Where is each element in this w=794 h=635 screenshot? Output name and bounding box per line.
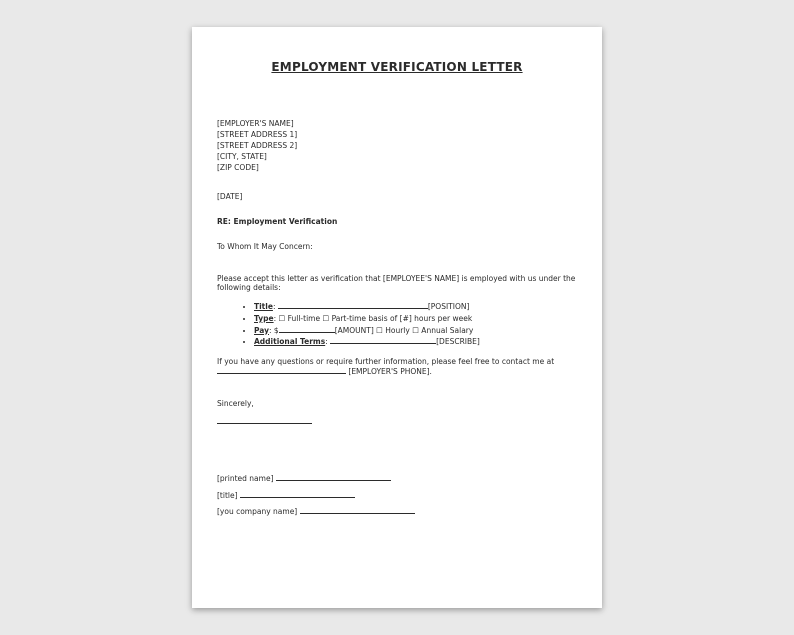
blank-line	[279, 325, 335, 333]
detail-terms-label: Additional Terms	[254, 337, 326, 347]
detail-type-label: Type	[254, 313, 274, 323]
detail-pay	[254, 325, 480, 337]
letter-title: EMPLOYMENT VERIFICATION LETTER	[271, 60, 523, 74]
title-label: [title]	[217, 491, 238, 500]
company-row	[217, 506, 415, 517]
detail-terms-value: [DESCRIBE]	[436, 337, 480, 347]
printed-name-row	[217, 473, 391, 484]
blank-line	[300, 506, 415, 514]
address-line: [STREET ADDRESS 1]	[217, 130, 298, 139]
salutation: To Whom It May Concern:	[217, 242, 313, 251]
re-line: RE: Employment Verification	[217, 217, 338, 226]
colon: :	[272, 302, 276, 311]
address-line: [STREET ADDRESS 2]	[217, 141, 298, 150]
employer-phone: [EMPLOYER'S PHONE].	[348, 367, 432, 376]
details-list	[238, 301, 480, 348]
detail-title-label: Title	[254, 302, 273, 311]
detail-type-text: : ☐ Full-time ☐ Part-time basis of [#] hours per week	[273, 313, 473, 323]
blank-line	[330, 336, 436, 344]
detail-terms	[254, 336, 480, 348]
blank-line	[276, 473, 391, 481]
contact-line: If you have any questions or require further information, please feel free to contact me at	[217, 357, 555, 366]
colon: :	[325, 337, 328, 347]
intro-paragraph	[217, 274, 575, 292]
detail-title-value: [POSITION]	[427, 302, 470, 311]
intro-line: following details:	[217, 283, 281, 292]
blank-line	[240, 490, 355, 498]
title-row	[217, 490, 355, 501]
intro-line: Please accept this letter as verification that [EMPLOYEE'S NAME] is employed with us under the	[217, 274, 576, 283]
detail-pay-label: Pay	[254, 325, 270, 335]
printed-name-label: [printed name]	[217, 474, 274, 483]
contact-line-2	[217, 366, 554, 376]
address-line: [ZIP CODE]	[217, 163, 259, 172]
signature-line	[217, 423, 312, 424]
address-line: [CITY, STATE]	[217, 152, 267, 161]
detail-title	[254, 301, 480, 313]
detail-type	[254, 313, 480, 325]
detail-pay-text: [AMOUNT] ☐ Hourly ☐ Annual Salary	[334, 325, 474, 335]
letter-page	[192, 27, 602, 608]
employer-address	[217, 118, 297, 173]
date-line: [DATE]	[217, 192, 243, 201]
blank-line	[278, 301, 428, 309]
detail-pay-prefix: : $	[269, 325, 279, 335]
closing: Sincerely,	[217, 399, 254, 408]
contact-paragraph	[217, 357, 554, 376]
address-line: [EMPLOYER'S NAME]	[217, 119, 294, 128]
blank-line	[217, 366, 346, 374]
company-label: [you company name]	[217, 507, 298, 516]
